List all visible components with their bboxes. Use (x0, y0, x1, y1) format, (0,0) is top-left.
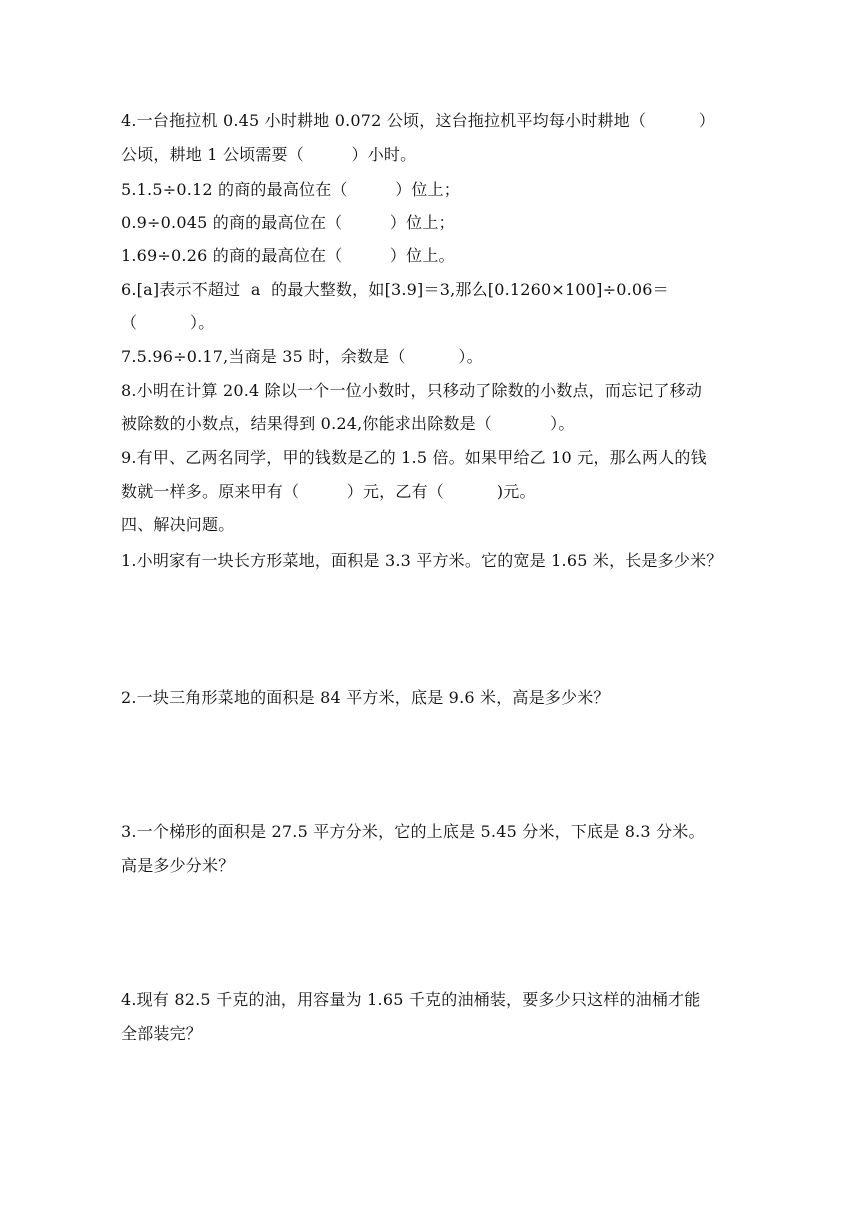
problem-2: 2.一块三角形菜地的面积是 84 平方米，底是 9.6 米，高是多少米？ (121, 688, 610, 707)
question-6-line-1: 6.[a]表示不超过 a 的最大整数，如[3.9]＝3,那么[0.1260×100]÷0.06＝ (121, 280, 669, 299)
section-heading: 四、解决问题。 (121, 515, 235, 534)
question-5-line-2: 0.9÷0.045 的商的最高位在（ ）位上； (121, 213, 455, 232)
question-4-line-1: 4.一台拖拉机 0.45 小时耕地 0.072 公顷，这台拖拉机平均每小时耕地（ ） (121, 111, 716, 130)
question-9-line-1: 9.有甲、乙两名同学，甲的钱数是乙的 1.5 倍。如果甲给乙 10 元，那么两人的钱 (121, 448, 707, 467)
problem-1: 1.小明家有一块长方形菜地，面积是 3.3 平方米。它的宽是 1.65 米，长是多少米？ (121, 551, 723, 570)
question-5-line-3: 1.69÷0.26 的商的最高位在（ ）位上。 (121, 246, 455, 265)
problem-3-line-2: 高是多少分米？ (121, 856, 235, 875)
question-6-line-2: （ ）。 (121, 313, 215, 332)
question-5-line-1: 5.1.5÷0.12 的商的最高位在（ ）位上； (121, 180, 461, 199)
question-7: 7.5.96÷0.17,当商是 35 时，余数是（ ）。 (121, 347, 483, 366)
question-8-line-2: 被除数的小数点，结果得到 0.24,你能求出除数是（ ）。 (121, 414, 575, 433)
question-9-line-2: 数就一样多。原来甲有（ ）元，乙有（ )元。 (121, 482, 536, 501)
problem-3-line-1: 3.一个梯形的面积是 27.5 平方分米，它的上底是 5.45 分米，下底是 8.3 分米。 (121, 822, 705, 841)
question-8-line-1: 8.小明在计算 20.4 除以一个一位小数时，只移动了除数的小数点，而忘记了移动 (121, 381, 703, 400)
problem-4-line-1: 4.现有 82.5 千克的油，用容量为 1.65 千克的油桶装，要多少只这样的油桶才能 (121, 990, 701, 1009)
problem-4-line-2: 全部装完？ (121, 1024, 203, 1043)
question-4-line-2: 公顷，耕地 1 公顷需要（ ）小时。 (121, 145, 417, 164)
